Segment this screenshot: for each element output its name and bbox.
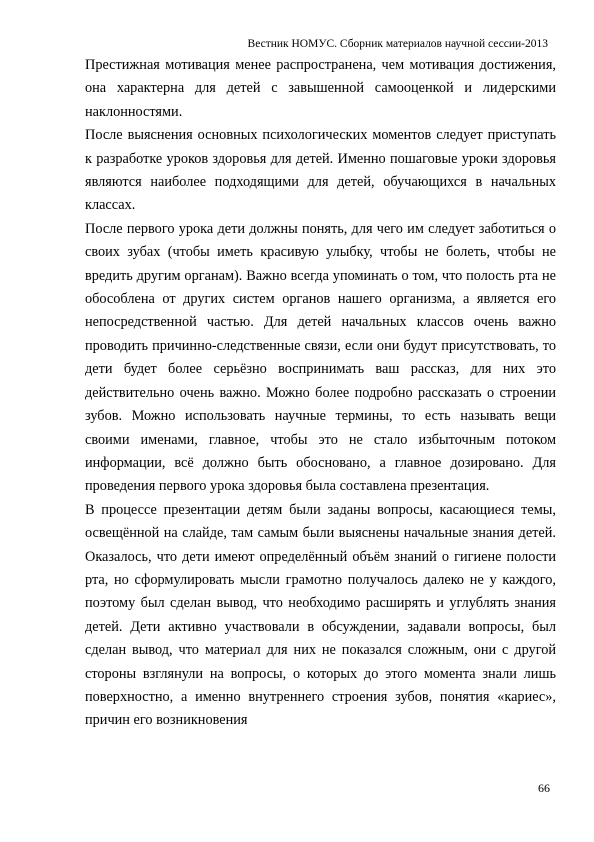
running-header: Вестник НОМУС. Сборник материалов научной сессии-2013 <box>247 38 548 50</box>
paragraph-motivation: Престижная мотивация менее распространена, чем мотивация достижения, она характерна для детей с завышенной самооценкой и лидерскими наклонностями. <box>85 57 556 120</box>
paragraph-first-lesson: После первого урока дети должны понять, для чего им следует заботиться о своих зубах (чтобы иметь красивую улыбку, чтобы не болеть, чтобы не вредить другим органам). Важно всегда упоминать о том, что полость рта не обособлена от других систем органов нашего организма, а является его непосредственной частью. Для детей начальных классов очень важно проводить причинно-следственные связи, если они будут присутствовать, то дети будет более серьёзно воспринимать ваш рассказ, для них это действительно очень важно. Можно более подробно рассказать о строении зубов. Можно использовать научные термины, то есть называть вещи своими именами, главное, чтобы это не стало избыточным потоком информации, всё должно быть обосновано, а главное дозировано. Для проведения первого урока здоровья была составлена презентация. <box>85 220 556 495</box>
paragraph-health-lessons: После выяснения основных психологических моментов следует приступать к разработке уроков здоровья для детей. Именно пошаговые уроки здоровья являются наиболее подходящими для детей, обучающихся в начальных классах. <box>85 127 556 214</box>
paragraph-presentation: В процессе презентации детям были заданы вопросы, касающиеся темы, освещённой на слайде, там самым были выяснены начальные знания детей. Оказалось, что дети имеют определённый объём знаний о гигиене полости рта, но сформулировать мысли грамотно получалось далеко не у каждого, поэтому был сделан вывод, что необходимо расширять и углублять знания детей. Дети активно участвовали в обсуждении, задавали вопросы, был сделан вывод, что материал для них не показался сложным, они с другой стороны взглянули на вопросы, о которых до этого момента знали лишь поверхностно, а именно внутреннего строения зубов, понятия «кариес», причин его возникновения <box>85 501 556 729</box>
page-number: 66 <box>538 781 550 795</box>
body-text <box>85 54 556 733</box>
